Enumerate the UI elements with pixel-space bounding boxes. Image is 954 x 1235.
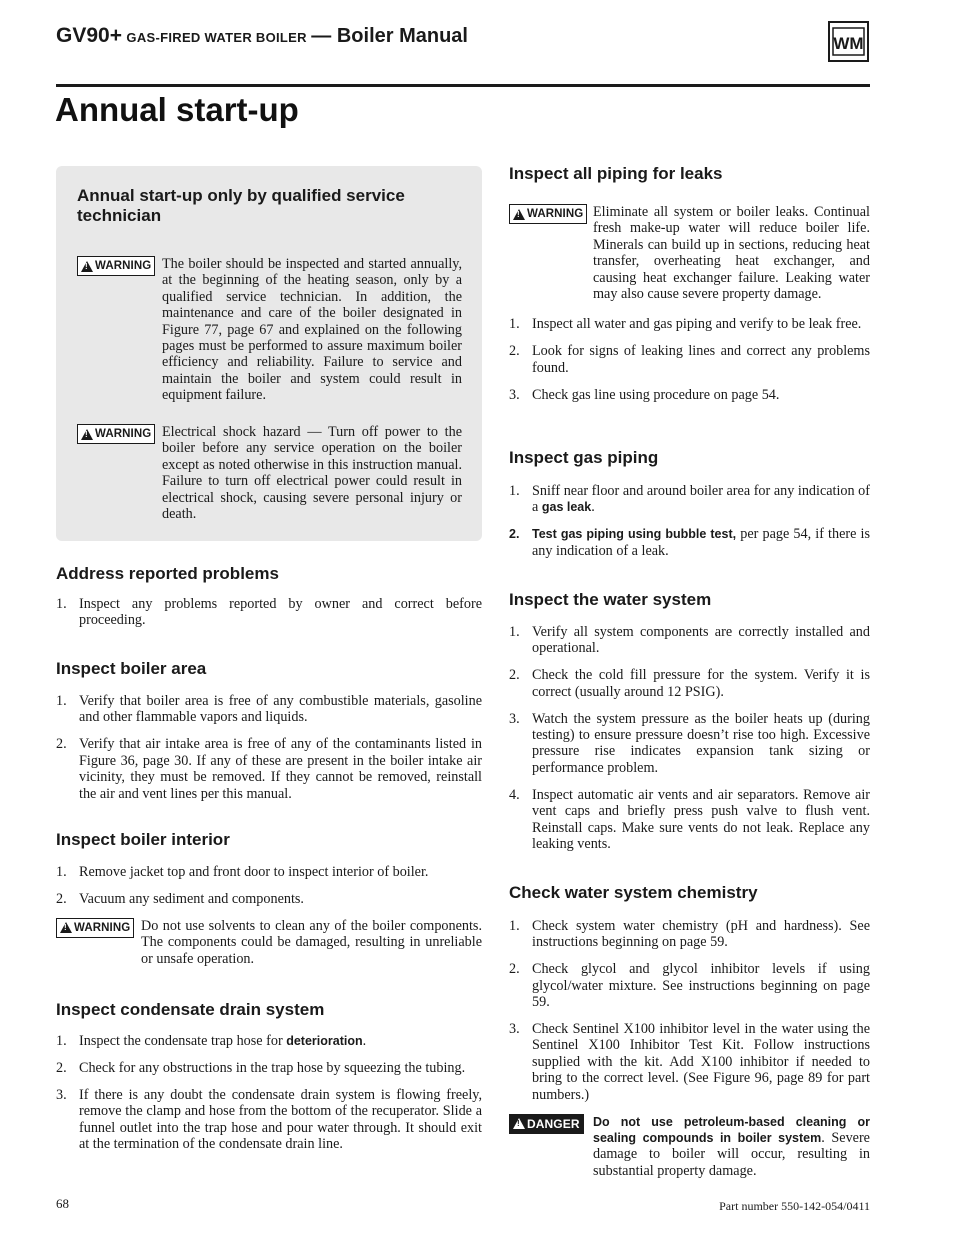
warning-text-interior: Do not use solvents to clean any of the boiler components. The components could be damaged, resulting in unreliable or unsafe operation. (141, 917, 482, 967)
warning-badge: ! WARNING (77, 424, 155, 444)
section-leaks (509, 164, 870, 414)
list-item: 2. Vacuum any sediment and components. (56, 890, 304, 907)
list-item: 1. Inspect the condensate trap hose for deterioration. (56, 1033, 367, 1049)
list-item: 1. Inspect any problems reported by owner and correct before proceeding. (56, 596, 482, 629)
water-heading: Inspect the water system (509, 590, 712, 609)
warning-badge: ! WARNING (77, 256, 155, 276)
section-boiler-interior (56, 830, 482, 967)
list-item: 1. Check system water chemistry (pH and hardness). See instructions beginning on page 59. (509, 918, 870, 951)
list-item: 4. Inspect automatic air vents and air separators. Remove air vent caps and briefly press push valve to flush vent. Reinstall caps. Make sure vents do not leak. Replace any leaking vents. (509, 786, 870, 852)
warning-triangle-icon (60, 922, 72, 933)
danger-block (509, 1114, 870, 1180)
section-gas-piping (509, 448, 870, 570)
area-heading: Inspect boiler area (56, 659, 207, 678)
warning-triangle-icon (81, 261, 93, 272)
box-heading: Annual start-up only by qualified service technician (77, 186, 405, 225)
list-item: 2. Check for any obstructions in the trap hose by squeezing the tubing. (56, 1059, 466, 1076)
interior-heading: Inspect boiler interior (56, 830, 230, 849)
page-title: Annual start-up (55, 91, 299, 128)
section-water-system (509, 590, 870, 863)
chemistry-heading: Check water system chemistry (509, 883, 758, 902)
list-item: 2. Check glycol and glycol inhibitor levels if using glycol/water mixture. See instructions beginning on page 59. (509, 961, 870, 1011)
danger-badge: ! DANGER (509, 1114, 584, 1134)
warning-badge: ! WARNING (509, 204, 587, 224)
running-header (56, 24, 468, 48)
list-item: 2. Check the cold fill pressure for the system. Verify it is correct (usually around 12 PSIG). (509, 667, 870, 700)
gas-heading: Inspect gas piping (509, 448, 659, 467)
condensate-heading: Inspect condensate drain system (56, 1000, 325, 1019)
section-address (56, 564, 482, 639)
warning-block-interior (56, 918, 482, 967)
warning-text-2: Electrical shock hazard — Turn off power to the boiler before any service operation on the boiler except as noted otherwise in this instruction manual. Failure to turn off electrical power could result in electrical shock, causing severe personal injury or death. (162, 424, 462, 523)
section-boiler-area (56, 659, 482, 812)
list-item: 3. If there is any doubt the condensate drain system is flowing freely, remove the clamp and hose from the bottom of the recuperator. Slide a funnel outlet into the trap hose and pour water through. It should exit at the termination of the condensate drain line. (56, 1086, 482, 1153)
header-subtitle: GAS-FIRED WATER BOILER (126, 30, 307, 45)
list-item: 3. Check gas line using procedure on page 54. (509, 386, 780, 403)
header-rule (56, 84, 870, 87)
logo-text: WM (833, 34, 864, 53)
section-condensate (56, 1000, 482, 1163)
list-item: 1. Remove jacket top and front door to inspect interior of boiler. (56, 864, 429, 880)
list-item: 3. Watch the system pressure as the boiler heats up (during testing) to ensure pressure doesn’t rise too high. Excessive pressure rise indicates expansion tank sizing or performance problem. (509, 710, 870, 776)
address-heading: Address reported problems (56, 564, 279, 583)
list-item: 2. Test gas piping using bubble test, per page 54, if there is any indication of a leak. (509, 526, 870, 559)
leaks-heading: Inspect all piping for leaks (509, 164, 723, 183)
list-item: 1. Sniff near floor and around boiler area for any indication of a gas leak. (509, 483, 870, 516)
section-water-chemistry (509, 883, 870, 1179)
weil-mclain-logo-icon (828, 21, 869, 62)
danger-triangle-icon (513, 1118, 525, 1129)
warning-badge: ! WARNING (56, 918, 134, 938)
warning-text-leaks: Eliminate all system or boiler leaks. Continual fresh make-up water will reduce boiler life. Minerals can build up in sections, reducing heat transfer, overheating heat exchanger, and causing heat exchanger failure. Leaking water may also cause severe property damage. (593, 204, 870, 303)
page-number: 68 (56, 1196, 69, 1211)
list-item: 1. Verify that boiler area is free of any combustible materials, gasoline and other flammable vapors and liquids. (56, 693, 482, 726)
qualified-technician-box (56, 166, 482, 541)
list-item: 3. Check Sentinel X100 inhibitor level in the water using the Sentinel X100 Inhibitor Test Kit. Follow instructions supplied with the kit. Add X100 inhibitor if needed to bring to the correct level. (See Figure 96, page 89 for part numbers.) (509, 1021, 870, 1103)
list-item: 1. Verify all system components are correctly installed and operational. (509, 624, 870, 657)
header-manual: — Boiler Manual (311, 25, 468, 47)
warning-block-leaks (509, 204, 870, 302)
danger-text: Do not use petroleum-based cleaning or sealing compounds in boiler system. Severe damage to boiler will occur, resulting in substantial property damage. (593, 1114, 870, 1179)
warning-triangle-icon (81, 429, 93, 440)
list-item: 1. Inspect all water and gas piping and verify to be leak free. (509, 316, 862, 333)
list-item: 2. Look for signs of leaking lines and correct any problems found. (509, 343, 870, 376)
warning-text-1: The boiler should be inspected and started annually, at the beginning of the heating season, only by a qualified service technician. In addition, the maintenance and care of the boiler designated in Figure 77, page 67 and explained on the following pages must be performed to assure maximum boiler efficiency and reliability. Failure to service and maintain the boiler and system could result in equipment failure. (162, 256, 462, 404)
warning-triangle-icon (513, 209, 525, 220)
header-model: GV90+ (56, 24, 122, 47)
warning-block-1 (77, 256, 465, 404)
list-item: 2. Verify that air intake area is free of any of the contaminants listed in Figure 36, page 30. If any of these are present in the boiler intake air vicinity, they must be removed. If they cannot be removed, reinstall the air and vent lines per this manual. (56, 736, 482, 802)
warning-block-2 (77, 424, 465, 522)
part-number: Part number 550-142-054/0411 (719, 1199, 870, 1213)
